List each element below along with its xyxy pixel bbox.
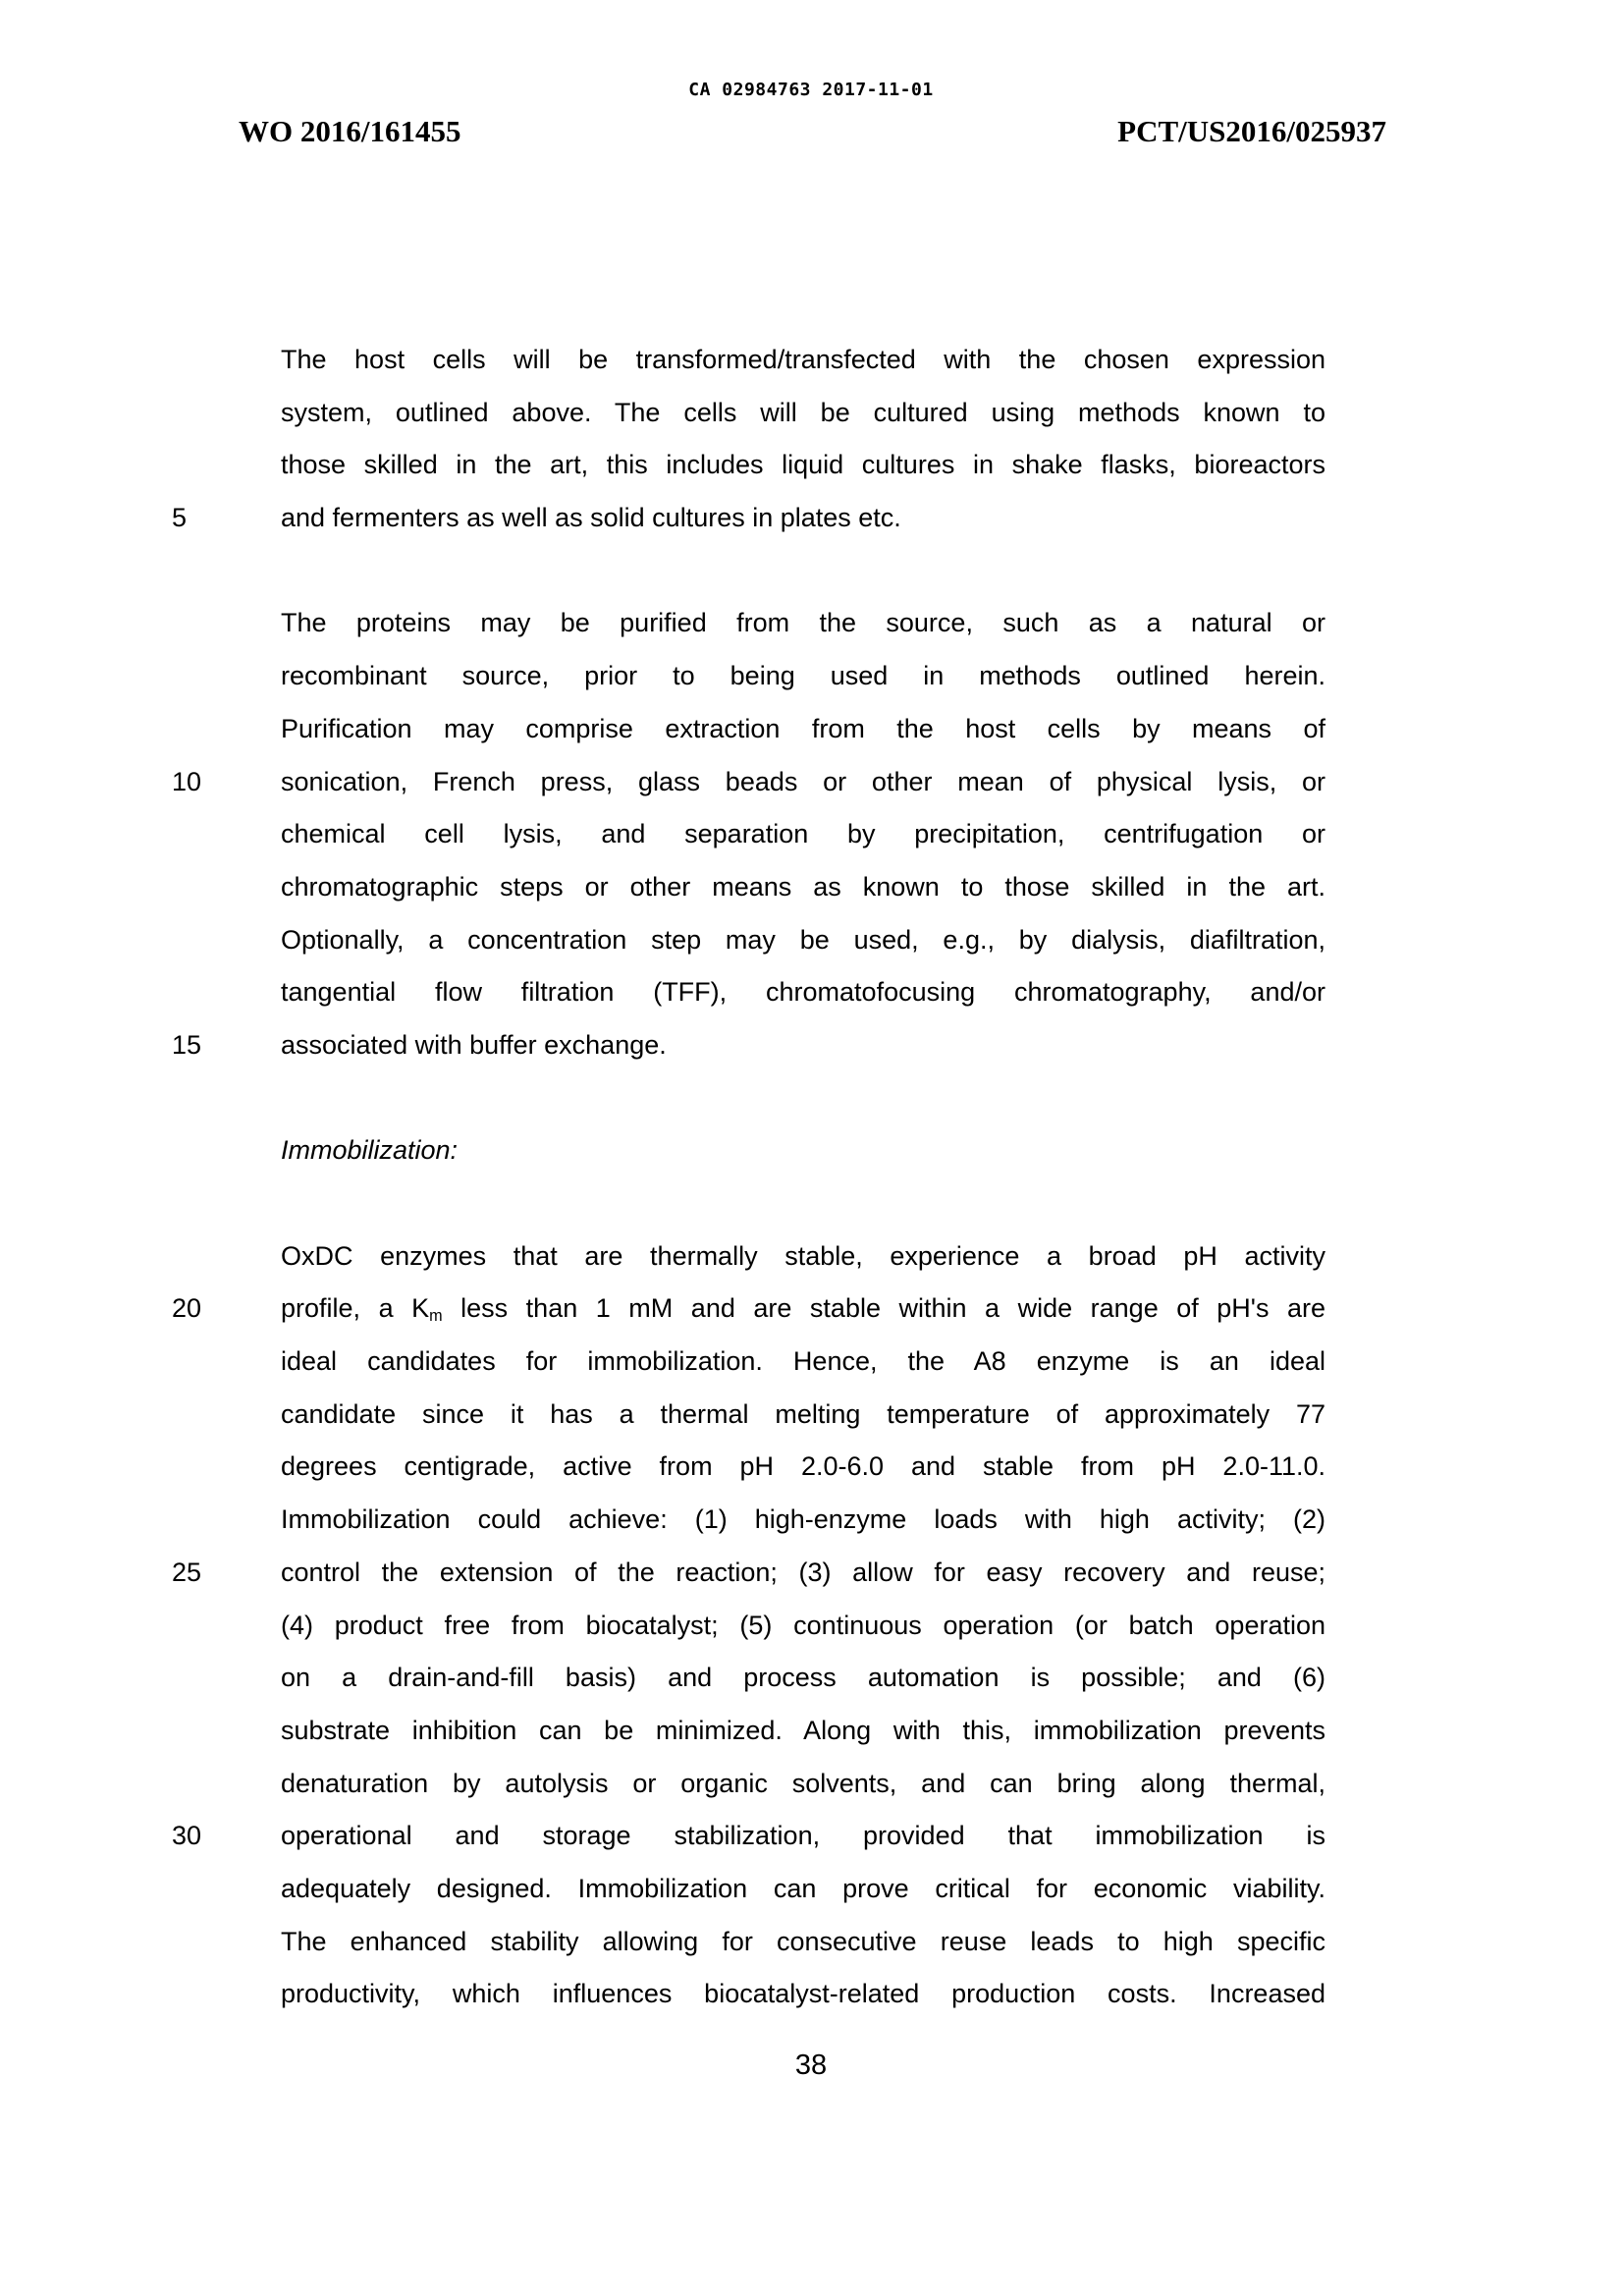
text-line [172, 492, 1325, 545]
line-text: candidate since it has a thermal melting temperature of approximately 77 [281, 1398, 1325, 1429]
text-line [281, 650, 1325, 703]
line-text: control the extension of the reaction; (3) allow for easy recovery and reuse; [281, 1557, 1325, 1587]
line-text: OxDC enzymes that are thermally stable, experience a broad pH activity [281, 1240, 1325, 1271]
line-number: 20 [172, 1293, 202, 1324]
text-line [281, 1758, 1325, 1811]
line-text: on a drain-and-fill basis) and process automation is possible; and (6) [281, 1663, 1325, 1693]
line-text: productivity, which influences biocatalyst-related production costs. Increased [281, 1979, 1325, 2009]
body-text [172, 334, 1325, 2021]
text-line [281, 1916, 1325, 1969]
publication-number: WO 2016/161455 [239, 114, 461, 148]
line-text: sonication, French press, glass beads or other mean of physical lysis, or [281, 766, 1325, 796]
text-line [281, 1600, 1325, 1653]
text-line [281, 439, 1325, 492]
text-line [281, 1230, 1325, 1284]
page-number: 38 [794, 2050, 828, 2081]
line-number: 25 [172, 1557, 202, 1587]
line-text: Purification may comprise extraction from the host cells by means of [281, 713, 1325, 743]
section-heading [281, 1124, 1325, 1177]
line-text: and fermenters as well as solid cultures in plates etc. [281, 503, 901, 533]
application-number: PCT/US2016/025937 [1117, 114, 1386, 148]
line-text: chromatographic steps or other means as known to those skilled in the art. [281, 871, 1325, 902]
text-line [172, 1810, 1325, 1863]
text-line [281, 914, 1325, 967]
text-line [281, 1968, 1325, 2021]
line-number: 15 [172, 1029, 202, 1060]
text-line [281, 334, 1325, 387]
line-text: The host cells will be transformed/transfected with the chosen expression [281, 345, 1325, 374]
line-text: (4) product free from biocatalyst; (5) continuous operation (or batch operation [281, 1610, 1325, 1640]
line-text: adequately designed. Immobilization can prove critical for economic viability. [281, 1873, 1325, 1903]
text-line [281, 966, 1325, 1019]
blank-line [281, 1177, 1325, 1230]
text-line [281, 1441, 1325, 1494]
text-line [172, 1283, 1325, 1336]
line-text: Optionally, a concentration step may be used, e.g., by dialysis, diafiltration, [281, 924, 1325, 955]
text-line [172, 1547, 1325, 1600]
line-text: those skilled in the art, this includes liquid cultures in shake flasks, bioreactors [281, 450, 1325, 480]
text-line [281, 1652, 1325, 1705]
line-text: The proteins may be purified from the source, such as a natural or [281, 608, 1325, 638]
line-text: denaturation by autolysis or organic solvents, and can bring along thermal, [281, 1768, 1325, 1798]
line-text: chemical cell lysis, and separation by precipitation, centrifugation or [281, 819, 1325, 849]
line-text: Immobilization could achieve: (1) high-enzyme loads with high activity; (2) [281, 1504, 1325, 1535]
text-line [281, 1389, 1325, 1442]
blank-line [281, 1072, 1325, 1125]
text-line [281, 861, 1325, 914]
line-text: ideal candidates for immobilization. Hence, the A8 enzyme is an ideal [281, 1346, 1325, 1377]
line-text: degrees centigrade, active from pH 2.0-6.0 and stable from pH 2.0-11.0. [281, 1451, 1325, 1482]
line-text: The enhanced stability allowing for consecutive reuse leads to high specific [281, 1926, 1325, 1956]
line-text: operational and storage stabilization, provided that immobilization is [281, 1821, 1325, 1851]
text-line [281, 1705, 1325, 1758]
text-line [281, 1863, 1325, 1916]
text-line [281, 703, 1325, 756]
line-text: system, outlined above. The cells will be cultured using methods known to [281, 397, 1325, 427]
text-line [172, 1019, 1325, 1072]
blank-line [281, 545, 1325, 598]
text-line [281, 1494, 1325, 1547]
text-line [281, 387, 1325, 440]
text-line [281, 1336, 1325, 1389]
line-text: Immobilization: [281, 1135, 459, 1166]
line-text: substrate inhibition can be minimized. Along with this, immobilization prevents [281, 1715, 1325, 1745]
line-text: associated with buffer exchange. [281, 1029, 667, 1060]
text-line [281, 808, 1325, 861]
line-number: 10 [172, 766, 202, 796]
text-line [281, 597, 1325, 650]
line-number: 30 [172, 1821, 202, 1851]
line-text: profile, a $K_m$ less than 1 mM and are stable within a wide range of pH's are [281, 1293, 1325, 1325]
line-number: 5 [172, 503, 188, 533]
filing-stamp: CA 02984763 2017-11-01 [688, 80, 934, 100]
line-text: recombinant source, prior to being used in methods outlined herein. [281, 661, 1325, 691]
text-line [172, 756, 1325, 809]
line-text: tangential flow filtration (TFF), chromatofocusing chromatography, and/or [281, 977, 1325, 1008]
